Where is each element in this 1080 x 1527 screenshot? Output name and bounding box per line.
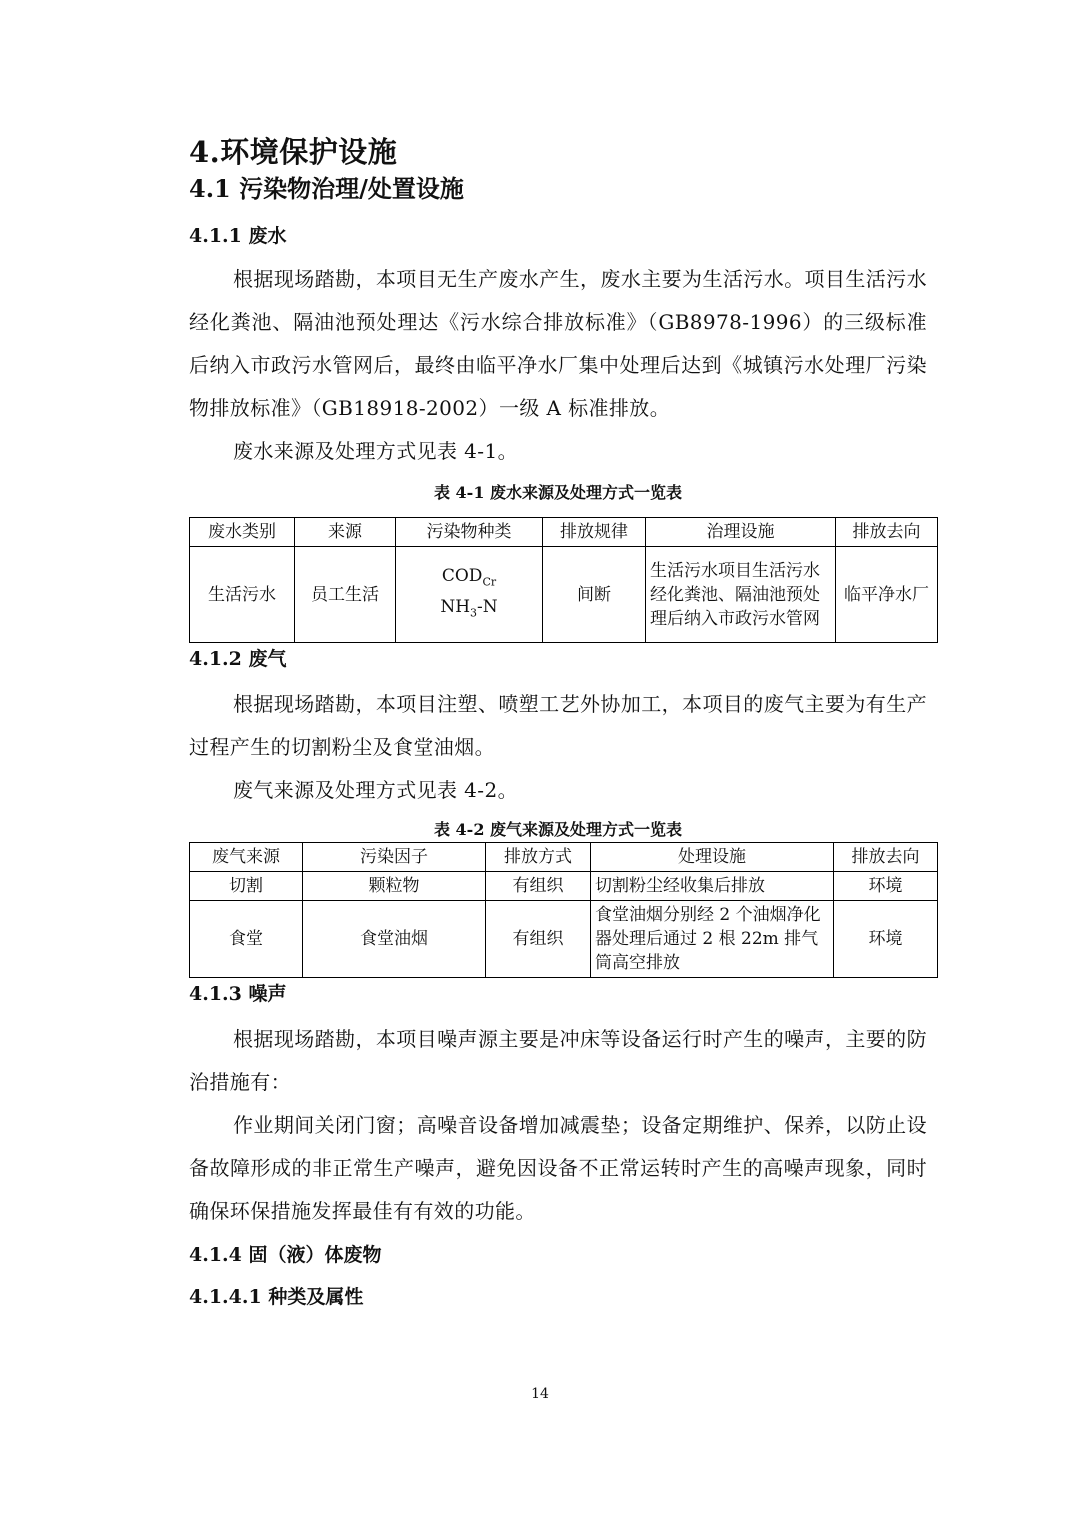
table-header-cell: 来源 [295,518,396,547]
table-header-cell: 排放方式 [486,843,591,872]
water-heading: 4.1.1 废水 [189,225,287,247]
table-cell: 有组织 [486,901,591,978]
table-row [190,547,938,643]
table-cell: 食堂油烟 [303,901,486,978]
table-cell: 切割 [190,872,303,901]
table-cell: 切割粉尘经收集后排放 [591,872,834,901]
table-cell: 有组织 [486,872,591,901]
waste-gas-table [189,842,938,978]
table-cell: 生活污水 [190,547,295,643]
noise-heading: 4.1.3 噪声 [189,983,287,1005]
table-cell: 环境 [834,872,938,901]
noise-paragraph-1: 根据现场踏勘，本项目噪声源主要是冲床等设备运行时产生的噪声，主要的防治措施有： [189,1027,927,1094]
nh3-formula: $NH_3-N$ [440,596,498,619]
water-paragraph-1: 根据现场踏勘，本项目无生产废水产生，废水主要为生活污水。项目生活污水经化粪池、隔油池预处理达《污水综合排放标准》（GB8978-1996）的三级标准后纳入市政污水管网后，最终由临平净水厂集中处理后达到《城镇污水处理厂污染物排放标准》（GB18918-2002）一级 A 标准排放。 [189,267,927,420]
table-cell: 食堂油烟分别经 2 个油烟净化器处理后通过 2 根 22m 排气筒高空排放 [591,901,834,978]
water-paragraph-2: 废水来源及处理方式见表 4-1。 [233,439,518,463]
pollutant-cell [396,547,543,643]
table-header-row [190,843,938,872]
table-row [190,901,938,978]
table-header-cell: 治理设施 [646,518,836,547]
table-cell: 员工生活 [295,547,396,643]
gas-paragraph-2: 废气来源及处理方式见表 4-2。 [233,778,518,802]
wastewater-table [189,517,938,643]
table-cell: 间断 [543,547,646,643]
table-cell: 临平净水厂 [836,547,938,643]
table-header-cell: 废水类别 [190,518,295,547]
table-header-row [190,518,938,547]
table-cell: 食堂 [190,901,303,978]
table-row [190,872,938,901]
gas-paragraph-1: 根据现场踏勘，本项目注塑、喷塑工艺外协加工，本项目的废气主要为有生产过程产生的切割粉尘及食堂油烟。 [189,692,927,759]
table-4-1-caption: 表 4-1 废水来源及处理方式一览表 [433,483,683,502]
table-cell: 生活污水项目生活污水经化粪池、隔油池预处理后纳入市政污水管网 [646,547,836,643]
table-4-2-caption: 表 4-2 废气来源及处理方式一览表 [433,820,683,839]
table-header-cell: 污染物种类 [396,518,543,547]
table-header-cell: 排放去向 [836,518,938,547]
table-header-cell: 排放规律 [543,518,646,547]
table-header-cell: 排放去向 [834,843,938,872]
table-header-cell: 处理设施 [591,843,834,872]
table-header-cell: 废气来源 [190,843,303,872]
document-page [189,128,927,1311]
gas-heading: 4.1.2 废气 [189,648,287,670]
table-cell: 环境 [834,901,938,978]
table-cell: 颗粒物 [303,872,486,901]
cod-formula: $COD_{Cr}$ [441,566,497,589]
page-number: 14 [531,1386,549,1402]
chapter-heading: 4.环境保护设施 [189,135,398,169]
table-header-cell: 污染因子 [303,843,486,872]
section-heading: 4.1 污染物治理/处置设施 [189,174,464,203]
solid-waste-subheading: 4.1.4.1 种类及属性 [189,1286,364,1308]
noise-paragraph-2: 作业期间关闭门窗；高噪音设备增加减震垫；设备定期维护、保养，以防止设备故障形成的非正常生产噪声，避免因设备不正常运转时产生的高噪声现象，同时确保环保措施发挥最佳有有效的功能。 [189,1113,927,1223]
solid-waste-heading: 4.1.4 固（液）体废物 [189,1244,382,1266]
